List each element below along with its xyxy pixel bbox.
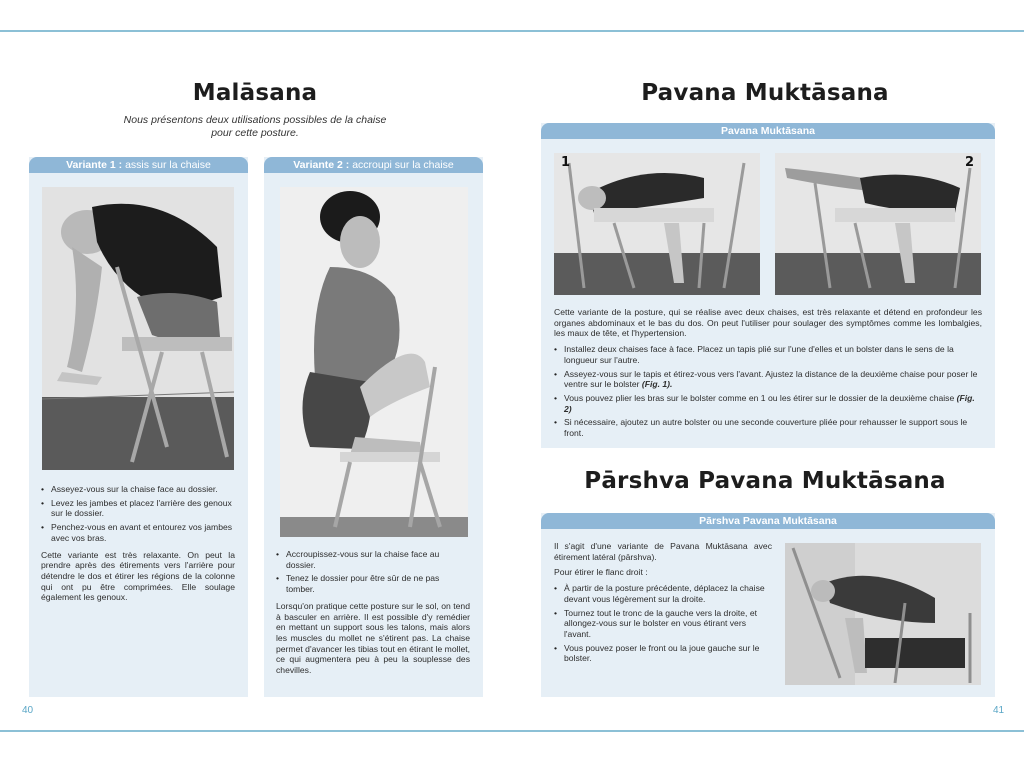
- variant1-tab-bold: Variante 1 :: [66, 159, 123, 171]
- list-item: [564, 344, 982, 365]
- list-item: • Vous pouvez poser le front ou la joue gauche sur le bolster.: [564, 643, 772, 664]
- section2-lead: Pour étirer le flanc droit :: [554, 567, 648, 578]
- figure-2-number: 2: [965, 155, 975, 170]
- section2-tab-label: Pārshva Pavana Muktāsana: [699, 515, 837, 527]
- list-item: • Asseyez-vous sur la chaise face au dossier.: [51, 484, 235, 495]
- variant2-panel: [264, 157, 483, 697]
- section1-paragraph: Cette variante de la posture, qui se réalise avec deux chaises, est très relaxante et détend en profondeur les organes abdominaux et le bas du dos. On peut l'utiliser pour soulager des symptômes comme les lombalgies, les maux de tête, et l'hypertension.: [554, 307, 982, 339]
- variant2-photo: [280, 187, 468, 537]
- variant2-bullet-list: [276, 549, 470, 595]
- list-item: [564, 369, 982, 390]
- variant2-paragraph: Lorsqu'on pratique cette posture sur le sol, on tend à basculer en arrière. Il est possible d'y remédier en mettant un support sous les talons, mais alors les muscles du mollet ne s'étirent pas. La chaise permet d'avancer les tibias tout en étirant le mollet, ce qui augmentera peu à peu la souplesse des chevilles.: [276, 600, 470, 676]
- list-item: • Penchez-vous en avant et entourez vos jambes avec vos bras.: [51, 522, 235, 543]
- page-title-malasana: Malāsana: [192, 80, 318, 106]
- variant2-tab-label: accroupi sur la chaise: [349, 159, 454, 171]
- variant1-tab-label: assis sur la chaise: [122, 159, 211, 171]
- section1-panel: [541, 123, 995, 448]
- top-rule: [0, 30, 1024, 32]
- pavana-parshva-illustration: [785, 543, 981, 685]
- bottom-rule: [0, 730, 1024, 732]
- list-item-text: Asseyez-vous sur le tapis et étirez-vous vers l'avant. Ajustez la distance de la deuxième chaise pour poser le ventre sur le bolster: [564, 368, 978, 390]
- figure-1-photo: [554, 153, 760, 295]
- list-item: [564, 417, 982, 438]
- list-item: [564, 393, 982, 414]
- variant2-text: [276, 549, 470, 681]
- figure-1-number: 1: [561, 155, 571, 170]
- page-number-left: 40: [22, 705, 34, 716]
- variant1-illustration: [42, 187, 234, 470]
- list-item: • À partir de la posture précédente, déplacez la chaise devant vous légèrement sur la droite.: [564, 583, 772, 604]
- section1-tab-label: Pavana Muktāsana: [721, 125, 815, 137]
- section1-title: Pavana Muktāsana: [641, 80, 889, 106]
- section2-panel: [541, 513, 995, 697]
- section1-bullet-list: [554, 344, 982, 439]
- intro-text: Nous présentons deux utilisations possibles de la chaise pour cette posture.: [123, 114, 387, 139]
- variant2-tab-bold: Variante 2 :: [293, 159, 350, 171]
- figure-1-illustration: [554, 153, 760, 295]
- figure-reference: (Fig. 1).: [641, 379, 673, 390]
- figure-2-photo: [775, 153, 981, 295]
- list-item-text: Si nécessaire, ajoutez un autre bolster ou une seconde couverture pliée pour rehausser le support sous le front.: [564, 417, 968, 439]
- variant2-tab: [264, 157, 483, 173]
- variant1-paragraph: Cette variante est très relaxante. On peut la prendre après des étirements vers l'arrière pour détendre le dos et étirer les régions de la colonne qui ont pu être comprimées. Elle soulage également les genoux.: [41, 549, 235, 603]
- variant1-text: [41, 484, 235, 608]
- section2-title: Pārshva Pavana Muktāsana: [584, 468, 946, 494]
- list-item: • Tournez tout le tronc de la gauche vers la droite, et allongez-vous sur le bolster en vous étirant vers l'avant.: [564, 608, 772, 640]
- pavana-parshva-photo: [785, 543, 981, 685]
- variant1-photo: [42, 187, 234, 470]
- variant2-illustration: [280, 187, 468, 537]
- section2-bullet-list: [554, 583, 772, 664]
- section1-tab: [541, 123, 995, 139]
- variant1-bullet-list: [41, 484, 235, 544]
- figure-2-illustration: [775, 153, 981, 295]
- variant1-tab: [29, 157, 248, 173]
- section2-text: [554, 541, 772, 670]
- section2-tab: [541, 513, 995, 529]
- list-item-text: Installez deux chaises face à face. Placez un tapis plié sur l'une d'elles et un bolster dans le sens de la longueur sur l'autre.: [564, 344, 954, 365]
- list-item: • Tenez le dossier pour être sûr de ne pas tomber.: [286, 573, 470, 594]
- section1-text: [554, 307, 982, 445]
- list-item-text: Vous pouvez plier les bras sur le bolster comme en 1 ou les étirer sur le dossier de la deuxième chaise: [564, 392, 957, 403]
- figure-reference: (Fig. 2): [564, 392, 975, 414]
- variant1-panel: [29, 157, 248, 697]
- page-number-right: 41: [993, 705, 1005, 716]
- section2-paragraph: Il s'agit d'une variante de Pavana Muktāsana avec étirement latéral (pārshva).: [554, 541, 772, 562]
- list-item: • Levez les jambes et placez l'arrière des genoux sur le dossier.: [51, 498, 235, 519]
- list-item: • Accroupissez-vous sur la chaise face au dossier.: [286, 549, 470, 570]
